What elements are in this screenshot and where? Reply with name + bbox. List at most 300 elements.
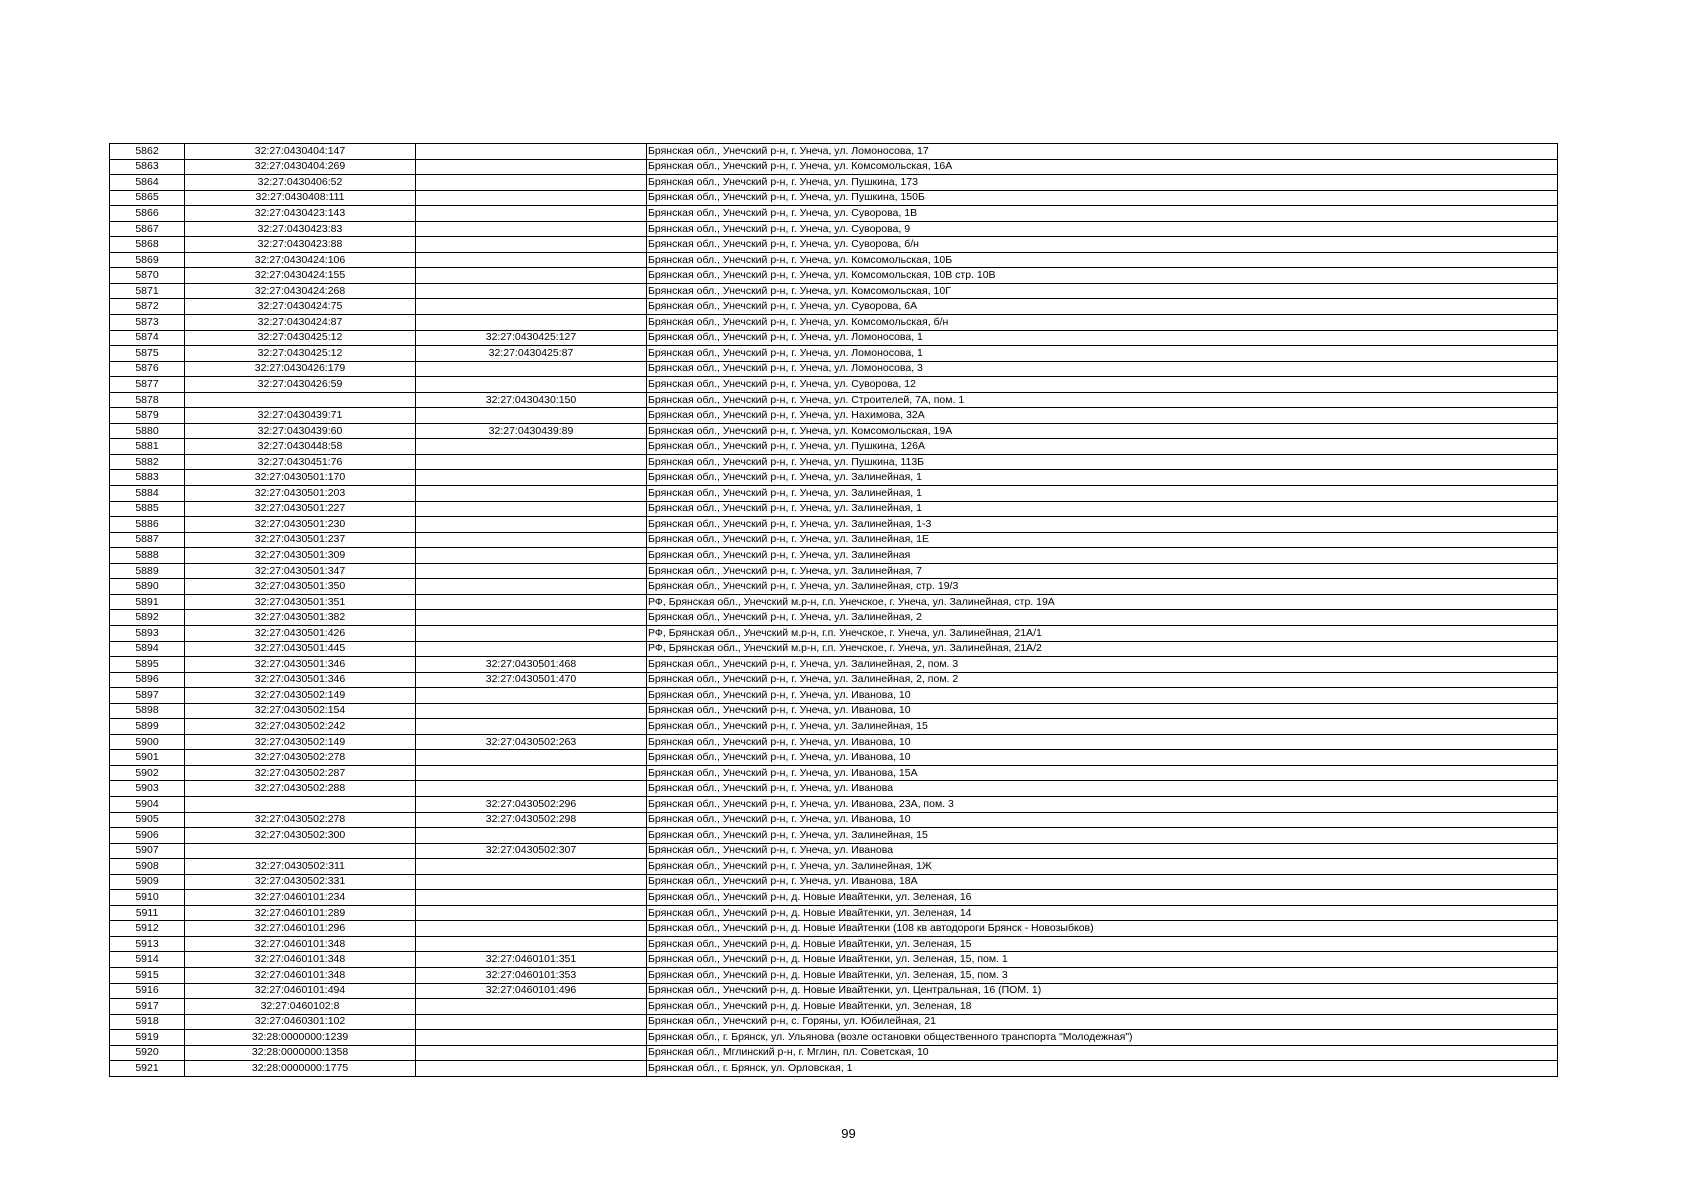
- cadastral-number-cell: 32:27:0460102:8: [185, 999, 416, 1015]
- table-row: [110, 392, 1558, 408]
- cadastral-number-cell: [185, 843, 416, 859]
- table-row: [110, 206, 1558, 222]
- cadastral-number-cell: 32:27:0430408:111: [185, 190, 416, 206]
- related-cadastral-number-cell: 32:27:0430425:127: [416, 330, 647, 346]
- cadastral-number-cell: 32:27:0430501:237: [185, 532, 416, 548]
- related-cadastral-number-cell: 32:27:0460101:353: [416, 967, 647, 983]
- table-row: [110, 1014, 1558, 1030]
- related-cadastral-number-cell: [416, 517, 647, 533]
- table-row: [110, 175, 1558, 191]
- address-cell: Брянская обл., Унечский р-н, г. Унеча, ул. Комсомольская, 19А: [647, 423, 1558, 439]
- table-row: [110, 1061, 1558, 1077]
- row-number-cell: 5886: [110, 517, 185, 533]
- related-cadastral-number-cell: [416, 563, 647, 579]
- related-cadastral-number-cell: [416, 501, 647, 517]
- row-number-cell: 5895: [110, 657, 185, 673]
- address-cell: Брянская обл., Унечский р-н, г. Унеча, ул. Иванова, 10: [647, 688, 1558, 704]
- table-row: [110, 843, 1558, 859]
- table-row: [110, 890, 1558, 906]
- related-cadastral-number-cell: [416, 750, 647, 766]
- cadastral-number-cell: 32:27:0430425:12: [185, 330, 416, 346]
- related-cadastral-number-cell: [416, 1014, 647, 1030]
- address-cell: Брянская обл., Унечский р-н, г. Унеча, ул. Залинейная, стр. 19/3: [647, 579, 1558, 595]
- related-cadastral-number-cell: [416, 377, 647, 393]
- cadastral-number-cell: 32:27:0430423:143: [185, 206, 416, 222]
- table-body: [110, 144, 1558, 1077]
- address-cell: Брянская обл., Унечский р-н, г. Унеча, ул. Иванова: [647, 781, 1558, 797]
- related-cadastral-number-cell: 32:27:0430502:263: [416, 734, 647, 750]
- row-number-cell: 5896: [110, 672, 185, 688]
- address-cell: Брянская обл., Унечский р-н, с. Горяны, ул. Юбилейная, 21: [647, 1014, 1558, 1030]
- table-row: [110, 159, 1558, 175]
- table-row: [110, 1045, 1558, 1061]
- address-cell: Брянская обл., Унечский р-н, г. Унеча, ул. Пушкина, 126А: [647, 439, 1558, 455]
- cadastral-number-cell: 32:27:0430448:58: [185, 439, 416, 455]
- related-cadastral-number-cell: [416, 625, 647, 641]
- related-cadastral-number-cell: 32:27:0430439:89: [416, 423, 647, 439]
- table-row: [110, 703, 1558, 719]
- row-number-cell: 5862: [110, 144, 185, 160]
- row-number-cell: 5873: [110, 315, 185, 331]
- cadastral-number-cell: 32:27:0430404:269: [185, 159, 416, 175]
- row-number-cell: 5878: [110, 392, 185, 408]
- row-number-cell: 5918: [110, 1014, 185, 1030]
- cadastral-number-cell: 32:27:0430439:60: [185, 423, 416, 439]
- cadastral-number-cell: 32:27:0460301:102: [185, 1014, 416, 1030]
- table-row: [110, 315, 1558, 331]
- related-cadastral-number-cell: [416, 237, 647, 253]
- address-cell: Брянская обл., Унечский р-н, г. Унеча, ул. Комсомольская, 10В стр. 10В: [647, 268, 1558, 284]
- address-cell: Брянская обл., Унечский р-н, д. Новые Ивайтенки, ул. Зеленая, 18: [647, 999, 1558, 1015]
- table-row: [110, 874, 1558, 890]
- cadastral-number-cell: 32:27:0430502:311: [185, 859, 416, 875]
- cadastral-number-cell: 32:27:0430501:227: [185, 501, 416, 517]
- table-row: [110, 657, 1558, 673]
- row-number-cell: 5904: [110, 796, 185, 812]
- address-cell: Брянская обл., Унечский р-н, г. Унеча, ул. Залинейная, 1: [647, 486, 1558, 502]
- related-cadastral-number-cell: [416, 221, 647, 237]
- related-cadastral-number-cell: [416, 190, 647, 206]
- row-number-cell: 5907: [110, 843, 185, 859]
- cadastral-number-cell: 32:27:0430501:309: [185, 548, 416, 564]
- address-cell: Брянская обл., Унечский р-н, г. Унеча, ул. Залинейная, 15: [647, 828, 1558, 844]
- table-row: [110, 936, 1558, 952]
- address-cell: Брянская обл., Унечский р-н, г. Унеча, ул. Суворова, 12: [647, 377, 1558, 393]
- table-row: [110, 594, 1558, 610]
- related-cadastral-number-cell: 32:27:0430502:307: [416, 843, 647, 859]
- address-cell: Брянская обл., Унечский р-н, г. Унеча, ул. Пушкина, 113Б: [647, 454, 1558, 470]
- table-row: [110, 299, 1558, 315]
- table-row: [110, 439, 1558, 455]
- address-cell: Брянская обл., Унечский р-н, г. Унеча, ул. Иванова, 10: [647, 703, 1558, 719]
- row-number-cell: 5894: [110, 641, 185, 657]
- address-cell: Брянская обл., Унечский р-н, г. Унеча, ул. Залинейная, 1: [647, 470, 1558, 486]
- table-row: [110, 579, 1558, 595]
- cadastral-number-cell: 32:27:0430424:155: [185, 268, 416, 284]
- related-cadastral-number-cell: [416, 283, 647, 299]
- related-cadastral-number-cell: [416, 890, 647, 906]
- related-cadastral-number-cell: 32:27:0430430:150: [416, 392, 647, 408]
- address-cell: Брянская обл., Унечский р-н, г. Унеча, ул. Залинейная, 2, пом. 3: [647, 657, 1558, 673]
- address-cell: Брянская обл., Унечский р-н, г. Унеча, ул. Залинейная, 1: [647, 501, 1558, 517]
- address-cell: Брянская обл., Унечский р-н, г. Унеча, ул. Суворова, 6А: [647, 299, 1558, 315]
- address-cell: Брянская обл., Унечский р-н, г. Унеча, ул. Нахимова, 32А: [647, 408, 1558, 424]
- table-row: [110, 454, 1558, 470]
- address-cell: Брянская обл., г. Брянск, ул. Орловская, 1: [647, 1061, 1558, 1077]
- cadastral-number-cell: 32:27:0430501:230: [185, 517, 416, 533]
- table-row: [110, 781, 1558, 797]
- table-row: [110, 999, 1558, 1015]
- row-number-cell: 5882: [110, 454, 185, 470]
- address-cell: Брянская обл., Унечский р-н, д. Новые Ивайтенки, ул. Зеленая, 15, пом. 3: [647, 967, 1558, 983]
- table-row: [110, 486, 1558, 502]
- related-cadastral-number-cell: [416, 408, 647, 424]
- table-row: [110, 563, 1558, 579]
- related-cadastral-number-cell: [416, 703, 647, 719]
- row-number-cell: 5865: [110, 190, 185, 206]
- address-cell: РФ, Брянская обл., Унечский м.р-н, г.п. Унечское, г. Унеча, ул. Залинейная, 21А/2: [647, 641, 1558, 657]
- related-cadastral-number-cell: [416, 1061, 647, 1077]
- row-number-cell: 5890: [110, 579, 185, 595]
- table-row: [110, 532, 1558, 548]
- related-cadastral-number-cell: [416, 486, 647, 502]
- address-cell: Брянская обл., Унечский р-н, г. Унеча, ул. Иванова, 18А: [647, 874, 1558, 890]
- table-row: [110, 221, 1558, 237]
- row-number-cell: 5905: [110, 812, 185, 828]
- table-row: [110, 952, 1558, 968]
- row-number-cell: 5899: [110, 719, 185, 735]
- row-number-cell: 5863: [110, 159, 185, 175]
- cadastral-number-cell: 32:27:0460101:348: [185, 967, 416, 983]
- related-cadastral-number-cell: [416, 315, 647, 331]
- cadastral-number-cell: 32:27:0430425:12: [185, 346, 416, 362]
- related-cadastral-number-cell: [416, 252, 647, 268]
- cadastral-number-cell: 32:28:0000000:1239: [185, 1030, 416, 1046]
- address-cell: Брянская обл., Унечский р-н, г. Унеча, ул. Залинейная, 7: [647, 563, 1558, 579]
- related-cadastral-number-cell: [416, 905, 647, 921]
- address-cell: Брянская обл., Унечский р-н, д. Новые Ивайтенки, ул. Центральная, 16 (ПОМ. 1): [647, 983, 1558, 999]
- cadastral-number-cell: 32:27:0430423:88: [185, 237, 416, 253]
- row-number-cell: 5912: [110, 921, 185, 937]
- cadastral-number-cell: 32:27:0460101:296: [185, 921, 416, 937]
- cadastral-number-cell: 32:27:0460101:494: [185, 983, 416, 999]
- related-cadastral-number-cell: [416, 175, 647, 191]
- row-number-cell: 5917: [110, 999, 185, 1015]
- cadastral-number-cell: 32:27:0430501:350: [185, 579, 416, 595]
- table-row: [110, 1030, 1558, 1046]
- address-cell: Брянская обл., Унечский р-н, г. Унеча, ул. Суворова, б/н: [647, 237, 1558, 253]
- address-cell: РФ, Брянская обл., Унечский м.р-н, г.п. Унечское, г. Унеча, ул. Залинейная, стр. 19А: [647, 594, 1558, 610]
- cadastral-number-cell: 32:27:0430501:382: [185, 610, 416, 626]
- table-row: [110, 408, 1558, 424]
- related-cadastral-number-cell: [416, 999, 647, 1015]
- table-row: [110, 283, 1558, 299]
- table-row: [110, 625, 1558, 641]
- related-cadastral-number-cell: [416, 1030, 647, 1046]
- row-number-cell: 5864: [110, 175, 185, 191]
- cadastral-number-cell: 32:27:0430451:76: [185, 454, 416, 470]
- related-cadastral-number-cell: [416, 454, 647, 470]
- address-cell: Брянская обл., Унечский р-н, г. Унеча, ул. Ломоносова, 1: [647, 330, 1558, 346]
- cadastral-number-cell: 32:27:0430501:347: [185, 563, 416, 579]
- table-row: [110, 517, 1558, 533]
- row-number-cell: 5910: [110, 890, 185, 906]
- cadastral-number-cell: [185, 392, 416, 408]
- related-cadastral-number-cell: 32:27:0430502:296: [416, 796, 647, 812]
- related-cadastral-number-cell: [416, 268, 647, 284]
- table-row: [110, 672, 1558, 688]
- table-row: [110, 144, 1558, 160]
- table-row: [110, 734, 1558, 750]
- cadastral-number-cell: 32:27:0430424:75: [185, 299, 416, 315]
- related-cadastral-number-cell: [416, 299, 647, 315]
- table-row: [110, 346, 1558, 362]
- address-cell: Брянская обл., Унечский р-н, г. Унеча, ул. Залинейная, 2, пом. 2: [647, 672, 1558, 688]
- row-number-cell: 5889: [110, 563, 185, 579]
- row-number-cell: 5875: [110, 346, 185, 362]
- address-cell: Брянская обл., Унечский р-н, г. Унеча, ул. Комсомольская, 10Б: [647, 252, 1558, 268]
- address-cell: Брянская обл., Унечский р-н, г. Унеча, ул. Иванова, 10: [647, 734, 1558, 750]
- row-number-cell: 5881: [110, 439, 185, 455]
- row-number-cell: 5921: [110, 1061, 185, 1077]
- cadastral-number-cell: 32:27:0430426:59: [185, 377, 416, 393]
- address-cell: Брянская обл., Унечский р-н, г. Унеча, ул. Залинейная, 2: [647, 610, 1558, 626]
- row-number-cell: 5879: [110, 408, 185, 424]
- address-cell: Брянская обл., Мглинский р-н, г. Мглин, пл. Советская, 10: [647, 1045, 1558, 1061]
- cadastral-number-cell: 32:27:0460101:289: [185, 905, 416, 921]
- row-number-cell: 5913: [110, 936, 185, 952]
- table-row: [110, 361, 1558, 377]
- address-cell: Брянская обл., Унечский р-н, д. Новые Ивайтенки, ул. Зеленая, 15: [647, 936, 1558, 952]
- address-cell: Брянская обл., Унечский р-н, г. Унеча, ул. Залинейная: [647, 548, 1558, 564]
- table-row: [110, 501, 1558, 517]
- cadastral-number-cell: 32:27:0460101:234: [185, 890, 416, 906]
- address-cell: Брянская обл., Унечский р-н, г. Унеча, ул. Залинейная, 1Е: [647, 532, 1558, 548]
- table-row: [110, 967, 1558, 983]
- table-row: [110, 330, 1558, 346]
- table-row: [110, 237, 1558, 253]
- row-number-cell: 5883: [110, 470, 185, 486]
- cadastral-number-cell: 32:27:0460101:348: [185, 936, 416, 952]
- table-row: [110, 905, 1558, 921]
- cadastral-number-cell: 32:27:0460101:348: [185, 952, 416, 968]
- cadastral-number-cell: 32:27:0430502:154: [185, 703, 416, 719]
- cadastral-number-cell: 32:27:0430502:287: [185, 765, 416, 781]
- table-row: [110, 765, 1558, 781]
- related-cadastral-number-cell: [416, 1045, 647, 1061]
- related-cadastral-number-cell: [416, 594, 647, 610]
- row-number-cell: 5868: [110, 237, 185, 253]
- address-cell: Брянская обл., Унечский р-н, г. Унеча, ул. Ломоносова, 17: [647, 144, 1558, 160]
- table-row: [110, 610, 1558, 626]
- related-cadastral-number-cell: [416, 936, 647, 952]
- table-row: [110, 252, 1558, 268]
- related-cadastral-number-cell: [416, 159, 647, 175]
- cadastral-number-cell: 32:27:0430501:351: [185, 594, 416, 610]
- related-cadastral-number-cell: [416, 610, 647, 626]
- row-number-cell: 5908: [110, 859, 185, 875]
- address-cell: Брянская обл., г. Брянск, ул. Ульянова (возле остановки общественного транспорта "Молодежная"): [647, 1030, 1558, 1046]
- row-number-cell: 5906: [110, 828, 185, 844]
- address-cell: Брянская обл., Унечский р-н, г. Унеча, ул. Комсомольская, 10Г: [647, 283, 1558, 299]
- address-cell: Брянская обл., Унечский р-н, г. Унеча, ул. Комсомольская, 16А: [647, 159, 1558, 175]
- row-number-cell: 5909: [110, 874, 185, 890]
- related-cadastral-number-cell: [416, 688, 647, 704]
- cadastral-number-cell: 32:27:0430502:288: [185, 781, 416, 797]
- cadastral-number-cell: 32:27:0430501:203: [185, 486, 416, 502]
- related-cadastral-number-cell: [416, 439, 647, 455]
- related-cadastral-number-cell: [416, 765, 647, 781]
- related-cadastral-number-cell: [416, 532, 647, 548]
- table-row: [110, 190, 1558, 206]
- row-number-cell: 5897: [110, 688, 185, 704]
- row-number-cell: 5870: [110, 268, 185, 284]
- cadastral-number-cell: 32:28:0000000:1358: [185, 1045, 416, 1061]
- row-number-cell: 5919: [110, 1030, 185, 1046]
- row-number-cell: 5885: [110, 501, 185, 517]
- address-cell: Брянская обл., Унечский р-н, г. Унеча, ул. Залинейная, 1-3: [647, 517, 1558, 533]
- address-cell: Брянская обл., Унечский р-н, г. Унеча, ул. Иванова, 10: [647, 812, 1558, 828]
- related-cadastral-number-cell: 32:27:0430501:468: [416, 657, 647, 673]
- related-cadastral-number-cell: [416, 859, 647, 875]
- row-number-cell: 5916: [110, 983, 185, 999]
- address-cell: Брянская обл., Унечский р-н, г. Унеча, ул. Иванова, 23А, пом. 3: [647, 796, 1558, 812]
- related-cadastral-number-cell: [416, 874, 647, 890]
- row-number-cell: 5891: [110, 594, 185, 610]
- row-number-cell: 5872: [110, 299, 185, 315]
- cadastral-number-cell: 32:27:0430501:426: [185, 625, 416, 641]
- cadastral-number-cell: 32:27:0430424:268: [185, 283, 416, 299]
- table-row: [110, 423, 1558, 439]
- row-number-cell: 5914: [110, 952, 185, 968]
- row-number-cell: 5867: [110, 221, 185, 237]
- address-cell: Брянская обл., Унечский р-н, г. Унеча, ул. Иванова: [647, 843, 1558, 859]
- address-cell: Брянская обл., Унечский р-н, д. Новые Ивайтенки, ул. Зеленая, 15, пом. 1: [647, 952, 1558, 968]
- row-number-cell: 5898: [110, 703, 185, 719]
- related-cadastral-number-cell: [416, 361, 647, 377]
- address-cell: Брянская обл., Унечский р-н, г. Унеча, ул. Суворова, 9: [647, 221, 1558, 237]
- row-number-cell: 5893: [110, 625, 185, 641]
- row-number-cell: 5892: [110, 610, 185, 626]
- table-row: [110, 750, 1558, 766]
- table-row: [110, 548, 1558, 564]
- table-row: [110, 641, 1558, 657]
- related-cadastral-number-cell: [416, 144, 647, 160]
- cadastral-number-cell: 32:27:0430502:278: [185, 750, 416, 766]
- cadastral-number-cell: [185, 796, 416, 812]
- table-row: [110, 812, 1558, 828]
- row-number-cell: 5902: [110, 765, 185, 781]
- related-cadastral-number-cell: 32:27:0460101:496: [416, 983, 647, 999]
- row-number-cell: 5884: [110, 486, 185, 502]
- cadastral-number-cell: 32:27:0430502:149: [185, 734, 416, 750]
- row-number-cell: 5911: [110, 905, 185, 921]
- row-number-cell: 5903: [110, 781, 185, 797]
- address-cell: Брянская обл., Унечский р-н, г. Унеча, ул. Пушкина, 173: [647, 175, 1558, 191]
- row-number-cell: 5880: [110, 423, 185, 439]
- row-number-cell: 5871: [110, 283, 185, 299]
- related-cadastral-number-cell: [416, 641, 647, 657]
- cadastral-number-cell: 32:27:0430406:52: [185, 175, 416, 191]
- row-number-cell: 5874: [110, 330, 185, 346]
- cadastral-number-cell: 32:27:0430501:346: [185, 672, 416, 688]
- cadastral-number-cell: 32:27:0430424:106: [185, 252, 416, 268]
- table-row: [110, 796, 1558, 812]
- row-number-cell: 5877: [110, 377, 185, 393]
- address-cell: Брянская обл., Унечский р-н, д. Новые Ивайтенки, ул. Зеленая, 16: [647, 890, 1558, 906]
- related-cadastral-number-cell: [416, 470, 647, 486]
- cadastral-number-cell: 32:27:0430502:331: [185, 874, 416, 890]
- address-cell: Брянская обл., Унечский р-н, г. Унеча, ул. Ломоносова, 1: [647, 346, 1558, 362]
- table-row: [110, 828, 1558, 844]
- cadastral-number-cell: 32:27:0430502:278: [185, 812, 416, 828]
- row-number-cell: 5866: [110, 206, 185, 222]
- address-cell: Брянская обл., Унечский р-н, г. Унеча, ул. Иванова, 10: [647, 750, 1558, 766]
- address-cell: Брянская обл., Унечский р-н, г. Унеча, ул. Строителей, 7А, пом. 1: [647, 392, 1558, 408]
- cadastral-number-cell: 32:27:0430501:170: [185, 470, 416, 486]
- address-cell: Брянская обл., Унечский р-н, г. Унеча, ул. Ломоносова, 3: [647, 361, 1558, 377]
- address-cell: Брянская обл., Унечский р-н, г. Унеча, ул. Залинейная, 15: [647, 719, 1558, 735]
- table-row: [110, 470, 1558, 486]
- table-row: [110, 377, 1558, 393]
- cadastral-number-cell: 32:27:0430426:179: [185, 361, 416, 377]
- row-number-cell: 5876: [110, 361, 185, 377]
- row-number-cell: 5888: [110, 548, 185, 564]
- row-number-cell: 5887: [110, 532, 185, 548]
- related-cadastral-number-cell: [416, 719, 647, 735]
- related-cadastral-number-cell: [416, 921, 647, 937]
- cadastral-number-cell: 32:28:0000000:1775: [185, 1061, 416, 1077]
- related-cadastral-number-cell: [416, 206, 647, 222]
- table-row: [110, 688, 1558, 704]
- cadastral-number-cell: 32:27:0430424:87: [185, 315, 416, 331]
- related-cadastral-number-cell: 32:27:0460101:351: [416, 952, 647, 968]
- cadastral-number-cell: 32:27:0430502:149: [185, 688, 416, 704]
- cadastral-number-cell: 32:27:0430502:300: [185, 828, 416, 844]
- address-cell: РФ, Брянская обл., Унечский м.р-н, г.п. Унечское, г. Унеча, ул. Залинейная, 21А/1: [647, 625, 1558, 641]
- address-cell: Брянская обл., Унечский р-н, д. Новые Ивайтенки (108 кв автодороги Брянск - Новозыбков): [647, 921, 1558, 937]
- related-cadastral-number-cell: [416, 579, 647, 595]
- cadastral-number-cell: 32:27:0430439:71: [185, 408, 416, 424]
- table-row: [110, 268, 1558, 284]
- cadastral-number-cell: 32:27:0430501:445: [185, 641, 416, 657]
- address-cell: Брянская обл., Унечский р-н, г. Унеча, ул. Залинейная, 1Ж: [647, 859, 1558, 875]
- address-cell: Брянская обл., Унечский р-н, г. Унеча, ул. Комсомольская, б/н: [647, 315, 1558, 331]
- cadastral-number-cell: 32:27:0430423:83: [185, 221, 416, 237]
- row-number-cell: 5901: [110, 750, 185, 766]
- related-cadastral-number-cell: [416, 781, 647, 797]
- property-table: [109, 143, 1558, 1077]
- cadastral-number-cell: 32:27:0430502:242: [185, 719, 416, 735]
- related-cadastral-number-cell: [416, 548, 647, 564]
- address-cell: Брянская обл., Унечский р-н, г. Унеча, ул. Иванова, 15А: [647, 765, 1558, 781]
- row-number-cell: 5869: [110, 252, 185, 268]
- page-number: 99: [841, 1126, 856, 1141]
- row-number-cell: 5900: [110, 734, 185, 750]
- table-row: [110, 983, 1558, 999]
- related-cadastral-number-cell: 32:27:0430502:298: [416, 812, 647, 828]
- table-row: [110, 921, 1558, 937]
- related-cadastral-number-cell: 32:27:0430425:87: [416, 346, 647, 362]
- related-cadastral-number-cell: 32:27:0430501:470: [416, 672, 647, 688]
- table-row: [110, 719, 1558, 735]
- cadastral-number-cell: 32:27:0430501:346: [185, 657, 416, 673]
- table-row: [110, 859, 1558, 875]
- address-cell: Брянская обл., Унечский р-н, г. Унеча, ул. Пушкина, 150Б: [647, 190, 1558, 206]
- cadastral-number-cell: 32:27:0430404:147: [185, 144, 416, 160]
- row-number-cell: 5915: [110, 967, 185, 983]
- address-cell: Брянская обл., Унечский р-н, д. Новые Ивайтенки, ул. Зеленая, 14: [647, 905, 1558, 921]
